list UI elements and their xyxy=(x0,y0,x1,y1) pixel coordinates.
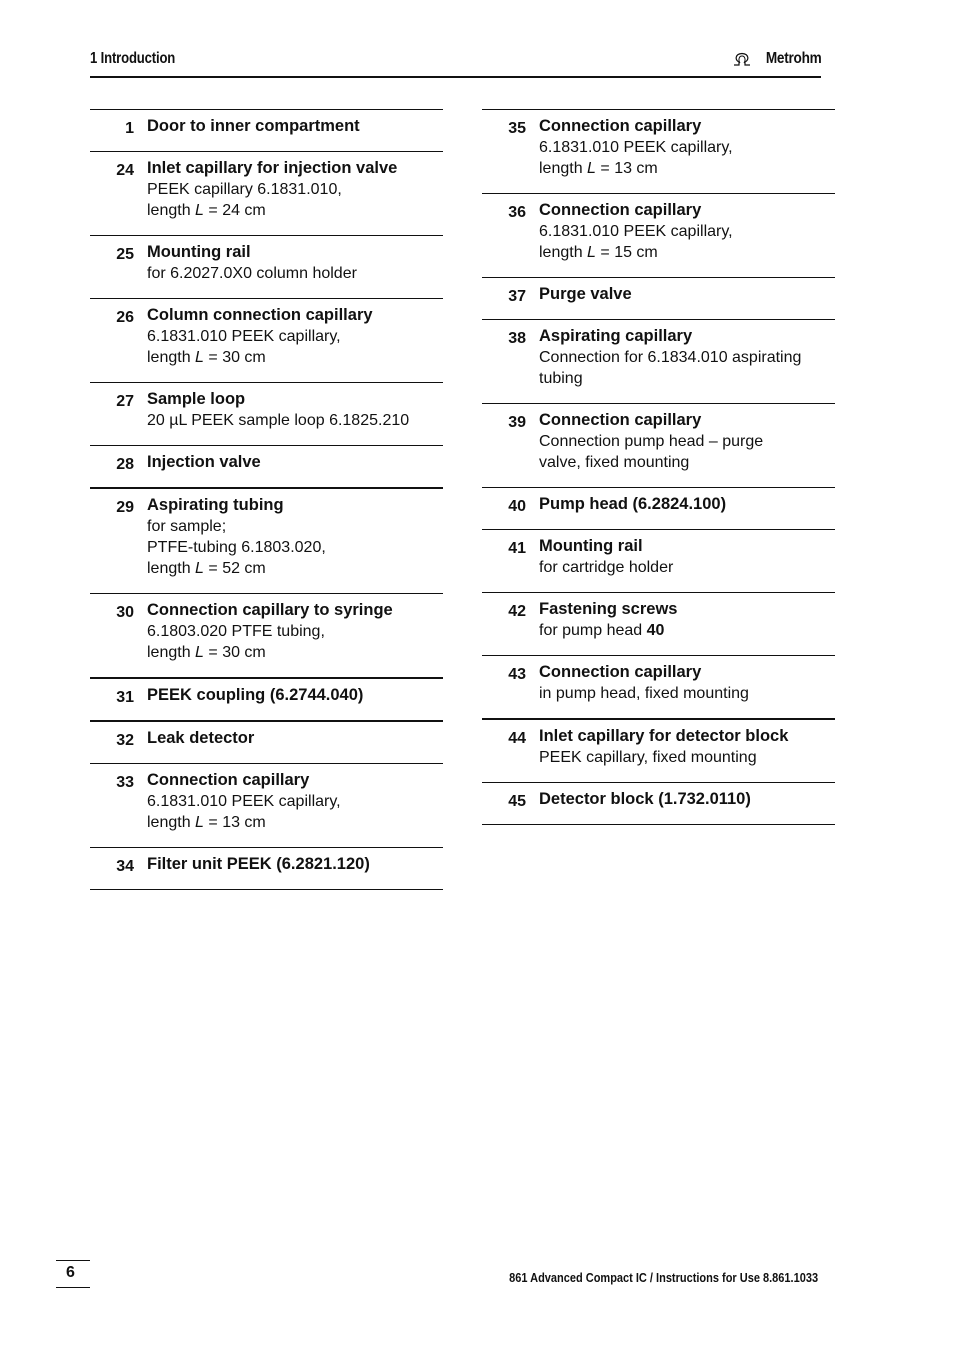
legend-item-number: 27 xyxy=(116,393,134,410)
legend-item-description: 6.1831.010 PEEK capillary, xyxy=(147,328,341,345)
legend-item-33 xyxy=(90,763,443,847)
legend-item-39 xyxy=(482,403,835,487)
legend-item-number: 45 xyxy=(508,793,526,810)
legend-item-description: Connection pump head – purge xyxy=(539,433,764,450)
legend-item-title: Fastening screws xyxy=(539,600,678,618)
legend-item-number: 29 xyxy=(116,499,134,516)
legend-item-title: Mounting rail xyxy=(147,243,251,261)
legend-item-number: 31 xyxy=(116,689,134,706)
legend-item-description: tubing xyxy=(539,370,583,387)
legend-item-42 xyxy=(482,592,835,655)
legend-item-description: length L = 30 cm xyxy=(147,644,266,661)
legend-item-24 xyxy=(90,151,443,235)
legend-item-title: Sample loop xyxy=(147,390,246,408)
legend-item-description: 6.1831.010 PEEK capillary, xyxy=(147,793,341,810)
legend-item-number: 42 xyxy=(508,603,526,620)
brand-logo xyxy=(731,50,821,68)
column-bottom-rule xyxy=(482,824,835,825)
legend-item-title: Filter unit PEEK (6.2821.120) xyxy=(147,855,370,873)
legend-item-title: Connection capillary xyxy=(147,771,310,789)
legend-item-title: PEEK coupling (6.2744.040) xyxy=(147,686,364,704)
legend-item-26 xyxy=(90,298,443,382)
legend-item-number: 37 xyxy=(508,288,526,305)
legend-item-title: Injection valve xyxy=(147,453,261,471)
legend-column-right xyxy=(482,109,835,825)
legend-item-description: 20 µL PEEK sample loop 6.1825.210 xyxy=(147,412,410,429)
legend-item-title: Pump head (6.2824.100) xyxy=(539,495,727,513)
legend-item-number: 41 xyxy=(508,540,526,557)
legend-item-description: length L = 15 cm xyxy=(539,244,658,261)
legend-item-number: 26 xyxy=(116,309,134,326)
legend-item-title: Inlet capillary for detector block xyxy=(539,727,789,745)
legend-item-number: 36 xyxy=(508,204,526,221)
legend-item-title: Connection capillary xyxy=(539,411,702,429)
legend-item-description: PEEK capillary 6.1831.010, xyxy=(147,181,342,198)
legend-item-title: Connection capillary xyxy=(539,663,702,681)
legend-item-description: PTFE-tubing 6.1803.020, xyxy=(147,539,326,556)
legend-item-number: 32 xyxy=(116,732,134,749)
legend-item-number: 28 xyxy=(116,456,134,473)
legend-item-number: 38 xyxy=(508,330,526,347)
legend-item-title: Aspirating tubing xyxy=(147,496,284,514)
legend-item-title: Leak detector xyxy=(147,729,255,747)
column-bottom-rule xyxy=(90,889,443,890)
legend-item-34 xyxy=(90,847,443,889)
legend-item-30 xyxy=(90,593,443,677)
legend-item-number: 44 xyxy=(508,730,526,747)
legend-item-title: Detector block (1.732.0110) xyxy=(539,790,751,808)
legend-item-title: Connection capillary to syringe xyxy=(147,601,393,619)
legend-item-description: for pump head 40 xyxy=(539,622,665,639)
legend-item-description: for cartridge holder xyxy=(539,559,674,576)
legend-item-number: 43 xyxy=(508,666,526,683)
legend-item-description: for 6.2027.0X0 column holder xyxy=(147,265,357,282)
legend-item-number: 39 xyxy=(508,414,526,431)
legend-item-description: length L = 24 cm xyxy=(147,202,266,219)
legend-item-44 xyxy=(482,718,835,782)
legend-item-29 xyxy=(90,487,443,593)
page-number: 6 xyxy=(66,1264,75,1281)
legend-item-36 xyxy=(482,193,835,277)
legend-item-title: Purge valve xyxy=(539,285,632,303)
legend-item-title: Door to inner compartment xyxy=(147,117,360,135)
legend-item-32 xyxy=(90,720,443,763)
legend-item-38 xyxy=(482,319,835,403)
legend-item-35 xyxy=(482,109,835,193)
legend-item-37 xyxy=(482,277,835,319)
legend-item-description: length L = 13 cm xyxy=(147,814,266,831)
legend-item-number: 34 xyxy=(116,858,134,875)
legend-item-description: Connection for 6.1834.010 aspirating xyxy=(539,349,802,366)
legend-item-number: 30 xyxy=(116,604,134,621)
legend-item-45 xyxy=(482,782,835,824)
page-number-box xyxy=(56,1260,90,1288)
legend-item-41 xyxy=(482,529,835,592)
page-header xyxy=(90,50,821,78)
legend-item-number: 25 xyxy=(116,246,134,263)
legend-item-number: 1 xyxy=(125,120,134,137)
legend-item-43 xyxy=(482,655,835,718)
legend-item-number: 35 xyxy=(508,120,526,137)
legend-item-description: 6.1831.010 PEEK capillary, xyxy=(539,139,733,156)
legend-column-left xyxy=(90,109,443,890)
legend-item-number: 40 xyxy=(508,498,526,515)
section-title: 1 Introduction xyxy=(90,50,176,67)
legend-item-25 xyxy=(90,235,443,298)
legend-item-number: 24 xyxy=(116,162,134,179)
legend-item-title: Mounting rail xyxy=(539,537,643,555)
legend-item-description: 6.1803.020 PTFE tubing, xyxy=(147,623,325,640)
metrohm-omega-icon xyxy=(731,51,753,67)
legend-item-1 xyxy=(90,109,443,151)
brand-name: Metrohm xyxy=(765,50,821,67)
legend-item-31 xyxy=(90,677,443,720)
legend-item-number: 33 xyxy=(116,774,134,791)
legend-item-title: Column connection capillary xyxy=(147,306,373,324)
legend-item-description: length L = 13 cm xyxy=(539,160,658,177)
legend-item-description: length L = 52 cm xyxy=(147,560,266,577)
legend-item-description: PEEK capillary, fixed mounting xyxy=(539,749,757,766)
legend-item-description: valve, fixed mounting xyxy=(539,454,690,471)
legend-item-title: Connection capillary xyxy=(539,201,702,219)
footer-document-title: 861 Advanced Compact IC / Instructions for Use 8.861.1033 xyxy=(509,1271,818,1285)
legend-item-28 xyxy=(90,445,443,487)
legend-item-title: Connection capillary xyxy=(539,117,702,135)
legend-item-description: length L = 30 cm xyxy=(147,349,266,366)
legend-item-description: in pump head, fixed mounting xyxy=(539,685,749,702)
legend-item-title: Aspirating capillary xyxy=(539,327,693,345)
legend-item-description: for sample; xyxy=(147,518,227,535)
legend-item-27 xyxy=(90,382,443,445)
legend-item-title: Inlet capillary for injection valve xyxy=(147,159,398,177)
legend-item-40 xyxy=(482,487,835,529)
legend-item-description: 6.1831.010 PEEK capillary, xyxy=(539,223,733,240)
